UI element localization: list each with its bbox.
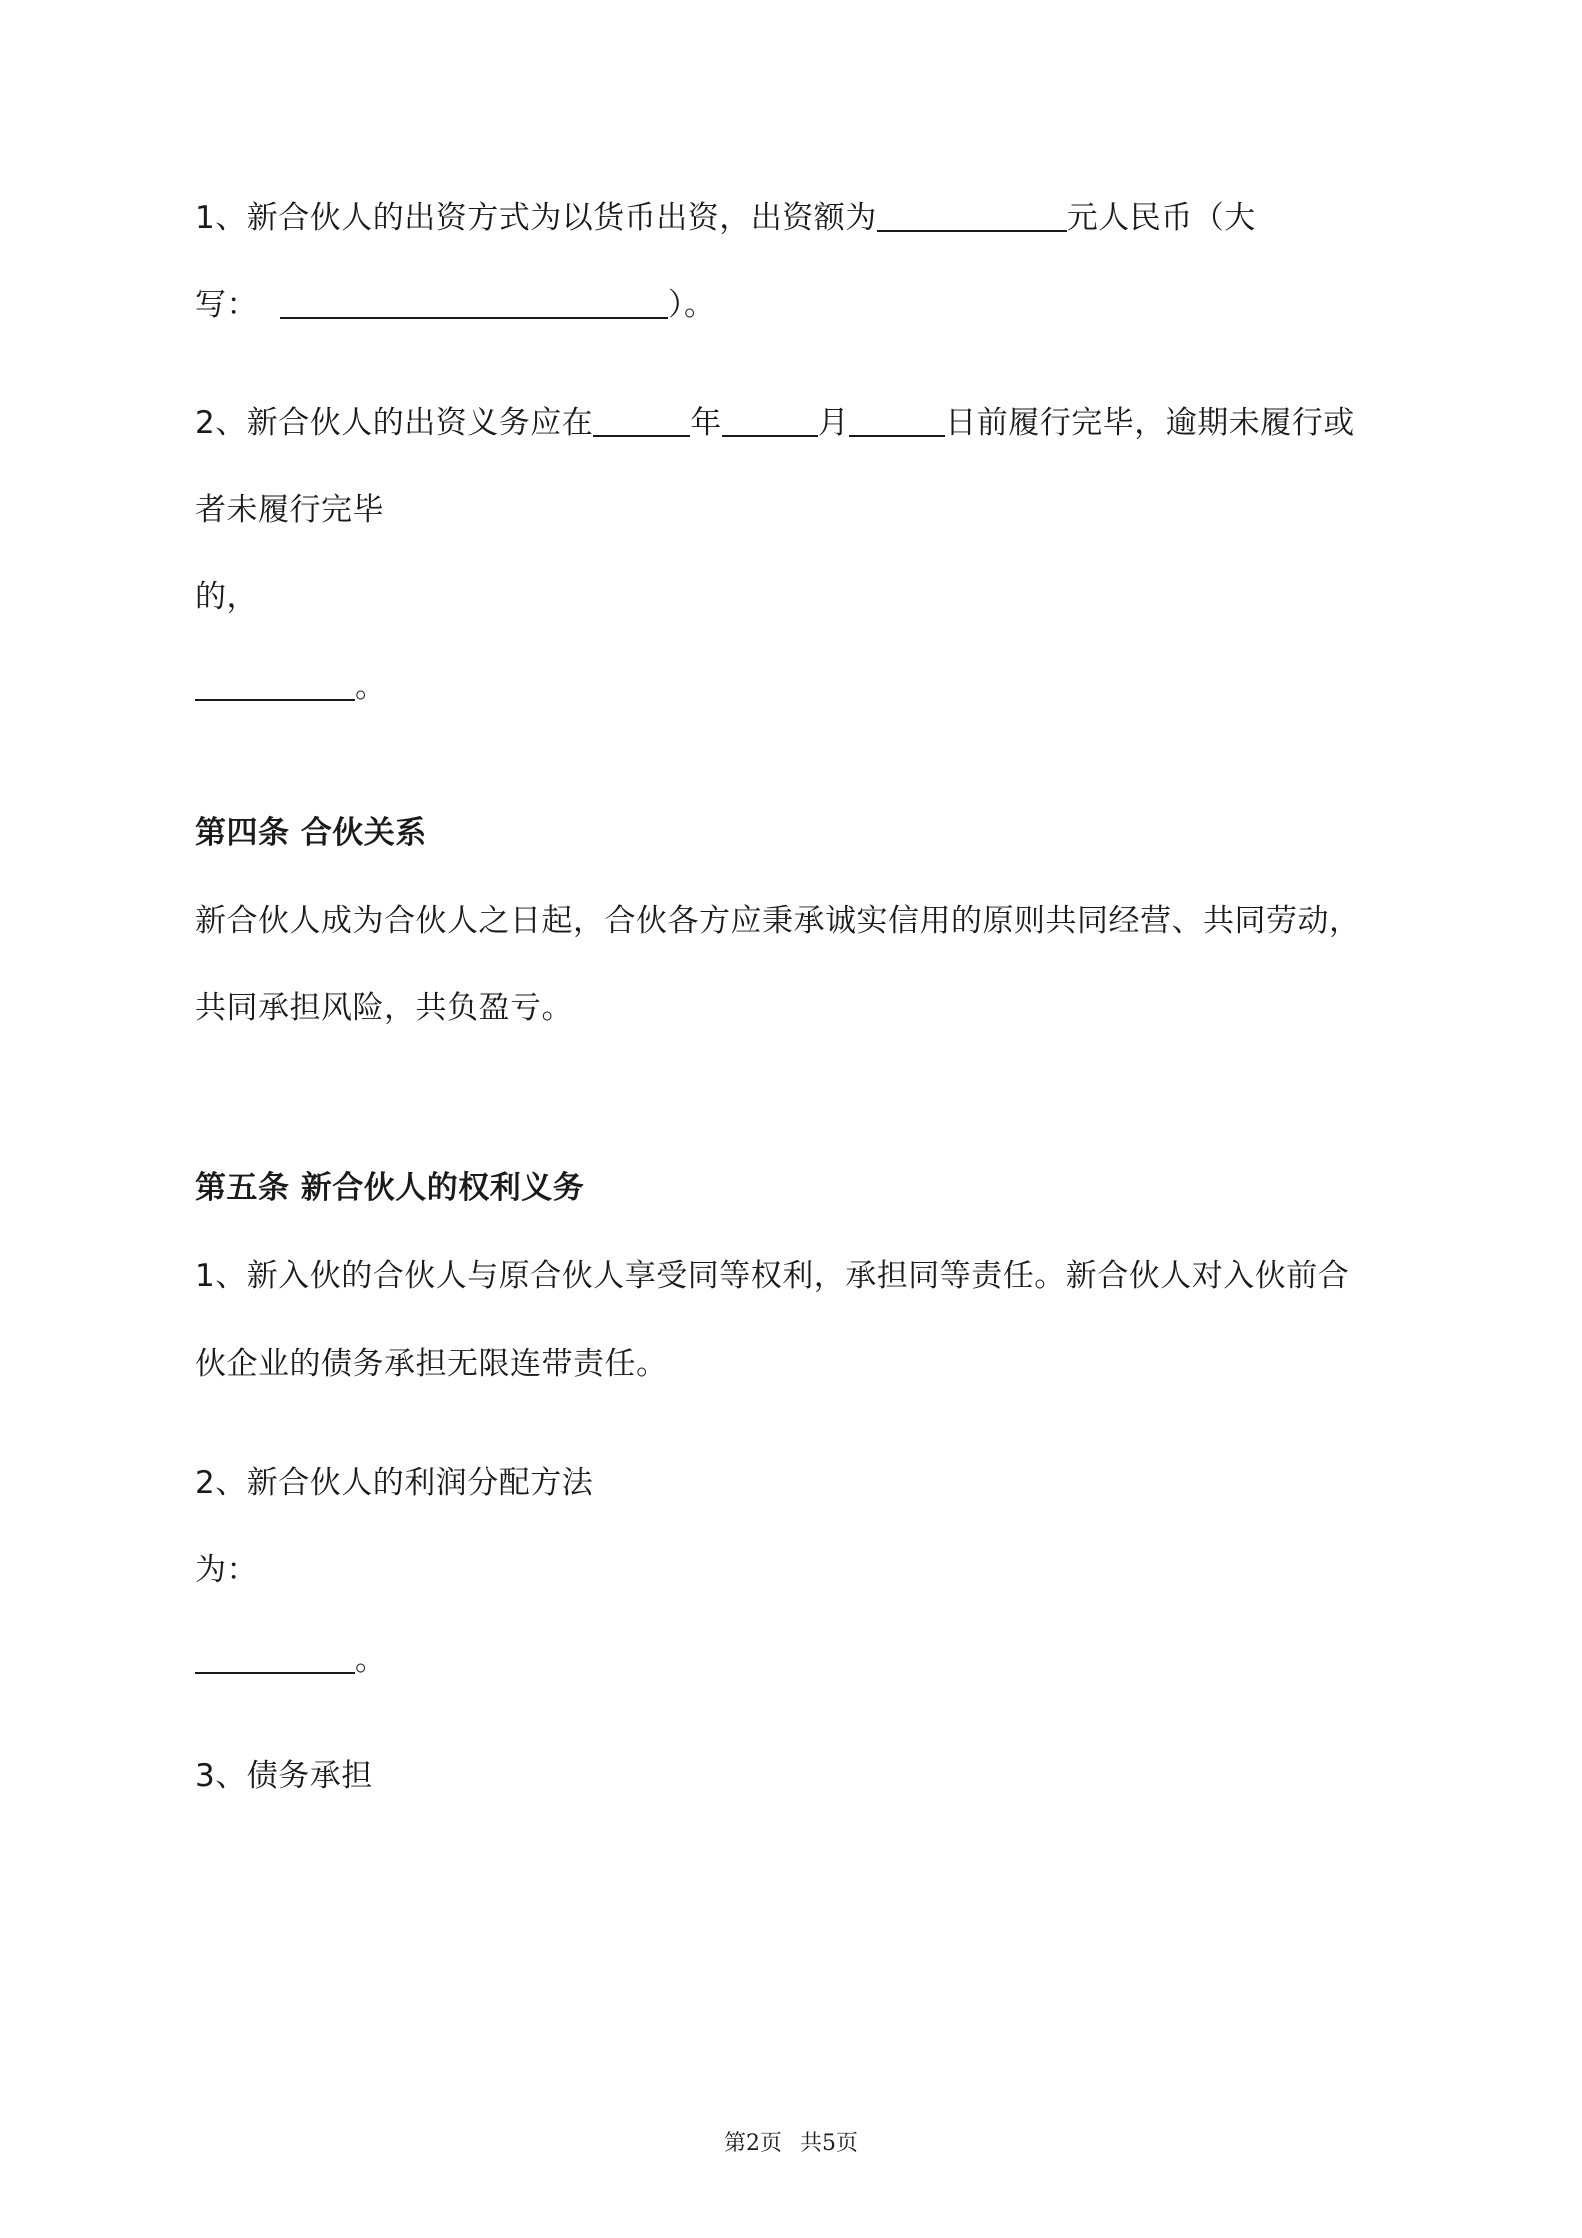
contribution-method-line	[195, 198, 1256, 238]
default-consequence-end: 。	[355, 669, 387, 705]
contribution-deadline-line	[195, 403, 1355, 443]
profit-method-blank[interactable]	[195, 1642, 355, 1674]
amount-blank[interactable]	[877, 200, 1067, 232]
deadline-text-line2: 者未履行完毕	[195, 492, 384, 528]
deadline-text-continued: 日前履行完毕，逾期未履行或	[945, 405, 1355, 441]
page-number: 第2页	[724, 2131, 782, 2156]
currency-text: 元人民币（大	[1066, 200, 1256, 236]
uppercase-amount-blank[interactable]	[280, 287, 668, 319]
clause4-heading: 第四条 合伙关系	[195, 815, 427, 851]
clause4-paragraph-line2: 共同承担风险，共负盈亏。	[195, 990, 573, 1026]
uppercase-close: ）。	[668, 287, 716, 323]
clause5-item2-line1: 2、新合伙人的利润分配方法	[195, 1465, 594, 1501]
clause4-paragraph-line1: 新合伙人成为合伙人之日起，合伙各方应秉承诚实信用的原则共同经营、共同劳动，	[195, 903, 1361, 939]
year-blank[interactable]	[593, 405, 690, 437]
total-pages: 共5页	[800, 2131, 858, 2156]
uppercase-label: 写：	[195, 287, 258, 323]
deadline-text: 2、新合伙人的出资义务应在	[195, 405, 594, 441]
month-label: 月	[817, 405, 850, 441]
clause5-item3: 3、债务承担	[195, 1758, 373, 1794]
contribution-method-text: 1、新合伙人的出资方式为以货币出资，出资额为	[195, 200, 877, 236]
day-blank[interactable]	[849, 405, 945, 437]
profit-method-end: 。	[355, 1642, 387, 1678]
clause5-item2-line2: 为：	[195, 1552, 258, 1588]
default-consequence-line	[195, 667, 387, 707]
page-footer	[0, 2126, 1582, 2157]
month-blank[interactable]	[722, 405, 818, 437]
clause5-item1-line2: 伙企业的债务承担无限连带责任。	[195, 1346, 668, 1382]
clause5-item1-line1: 1、新入伙的合伙人与原合伙人享受同等权利，承担同等责任。新合伙人对入伙前合	[195, 1258, 1350, 1294]
profit-method-line	[195, 1640, 387, 1680]
year-label: 年	[690, 405, 722, 441]
clause5-heading: 第五条 新合伙人的权利义务	[195, 1170, 585, 1206]
amount-uppercase-line	[195, 285, 716, 325]
default-consequence-blank[interactable]	[195, 669, 355, 701]
deadline-text-line3: 的，	[195, 579, 258, 615]
